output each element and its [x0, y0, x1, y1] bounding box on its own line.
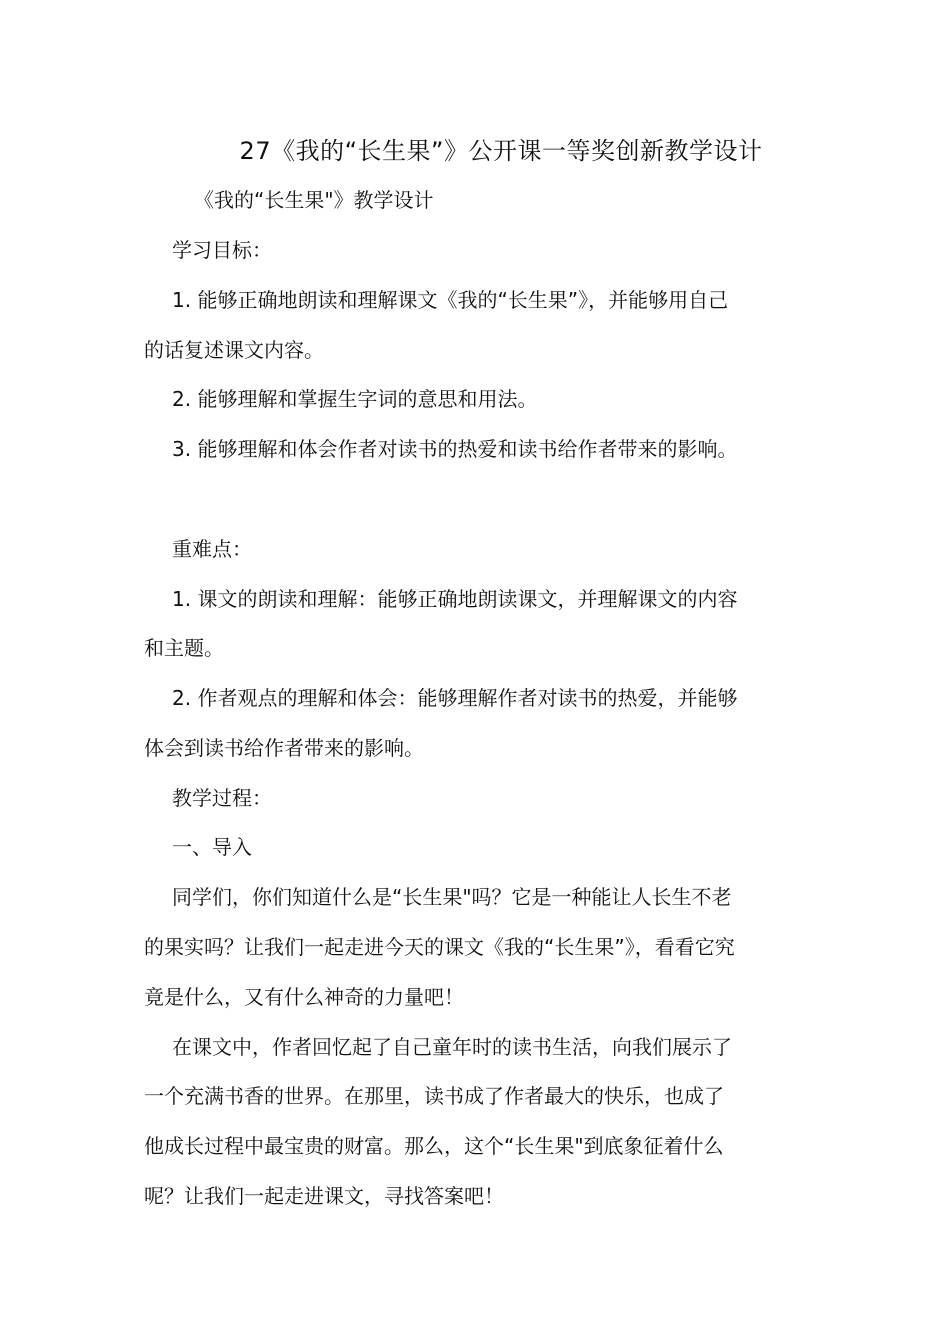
document-title: 27《我的“长生果”》公开课一等奖创新教学设计	[239, 137, 763, 165]
intro-paragraph-1: 同学们，你们知道什么是“长生果"吗？它是一种能让人长生不老	[172, 885, 732, 909]
intro-paragraph-2-line-2: 一个充满书香的世界。在那里，读书成了作者最大的快乐，也成了	[144, 1084, 724, 1108]
goal-item-2: 2. 能够理解和掌握生字词的意思和用法。	[172, 387, 538, 411]
intro-paragraph-1-line-3: 竟是什么，又有什么神奇的力量吧！	[144, 985, 464, 1009]
goal-item-1-cont: 的话复述课文内容。	[144, 338, 324, 362]
intro-paragraph-2: 在课文中，作者回忆起了自己童年时的读书生活，向我们展示了	[172, 1035, 732, 1059]
goals-heading: 学习目标：	[172, 238, 272, 262]
key-point-2: 2. 作者观点的理解和体会：能够理解作者对读书的热爱，并能够	[172, 686, 738, 710]
goal-item-3: 3. 能够理解和体会作者对读书的热爱和读书给作者带来的影响。	[172, 437, 738, 461]
key-point-1-cont: 和主题。	[144, 636, 224, 660]
document-subtitle: 《我的“长生果"》教学设计	[194, 188, 434, 212]
key-point-2-cont: 体会到读书给作者带来的影响。	[144, 736, 424, 760]
key-point-1: 1. 课文的朗读和理解：能够正确地朗读课文，并理解课文的内容	[172, 587, 738, 611]
intro-paragraph-2-line-4: 呢？让我们一起走进课文，寻找答案吧！	[144, 1184, 504, 1208]
process-heading: 教学过程：	[172, 786, 272, 810]
goal-item-1: 1. 能够正确地朗读和理解课文《我的“长生果”》，并能够用自己	[172, 288, 729, 312]
intro-paragraph-1-line-2: 的果实吗？让我们一起走进今天的课文《我的“长生果”》，看看它究	[144, 935, 735, 959]
key-points-heading: 重难点：	[172, 537, 252, 561]
section-intro-heading: 一、导入	[172, 835, 252, 859]
intro-paragraph-2-line-3: 他成长过程中最宝贵的财富。那么，这个“长生果"到底象征着什么	[144, 1134, 724, 1158]
